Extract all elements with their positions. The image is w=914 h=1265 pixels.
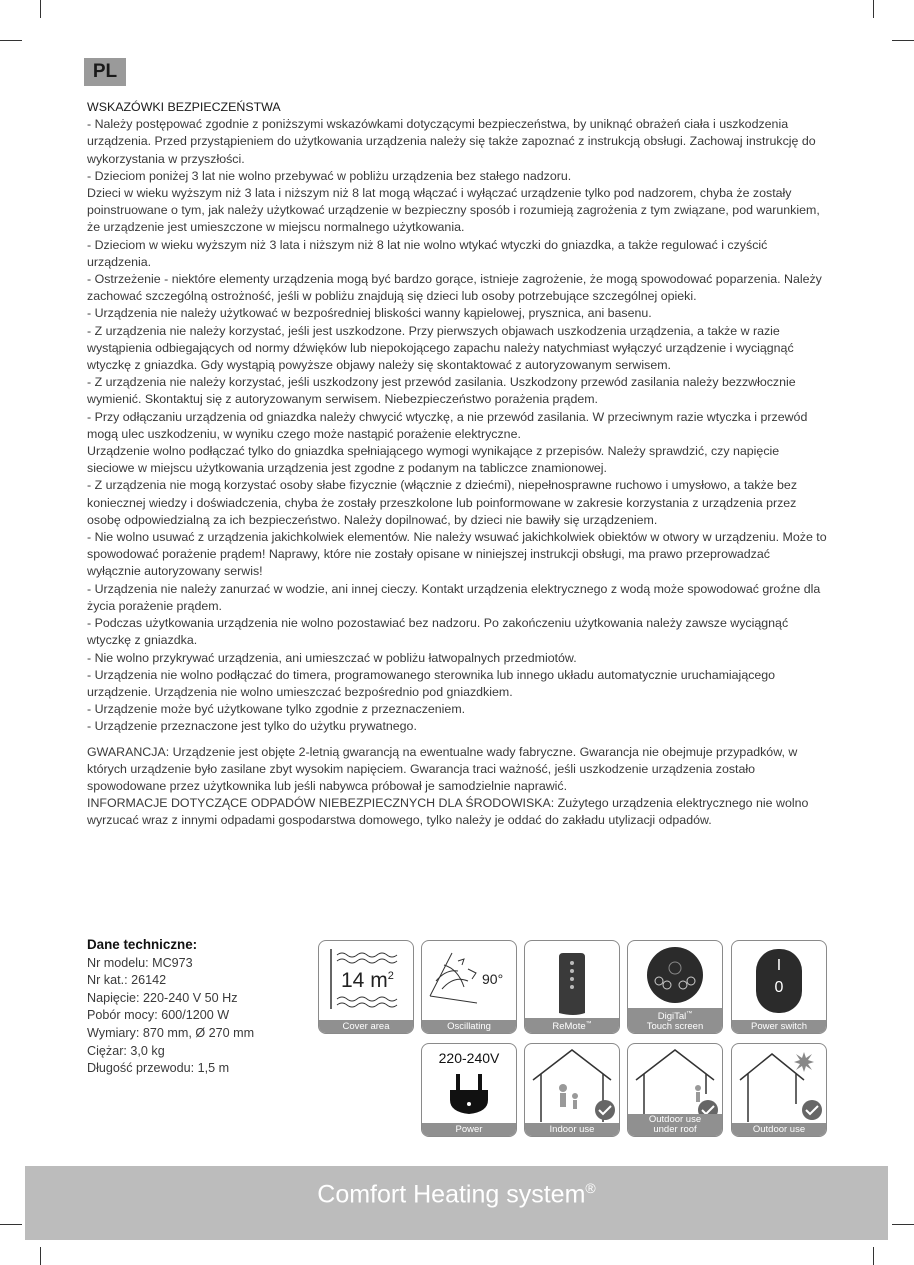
safety-section <box>87 99 827 830</box>
brand-text: Comfort Heating system <box>317 1180 586 1209</box>
safety-heading: WSKAZÓWKI BEZPIECZEŃSTWA <box>87 100 281 114</box>
crop-mark <box>873 1247 874 1265</box>
brand-name <box>25 1180 888 1209</box>
switch-on-label: I <box>776 957 782 974</box>
technical-specs <box>87 936 307 1078</box>
crop-mark <box>873 0 874 18</box>
cover-area-number: 14 m <box>341 969 388 992</box>
oscillation-angle: 90° <box>482 971 504 987</box>
outdoor-roof-graphic <box>628 1044 722 1124</box>
switch-off-label: 0 <box>774 979 784 996</box>
spec-line: Napięcie: 220-240 V 50 Hz <box>87 990 238 1005</box>
spec-line: Ciężar: 3,0 kg <box>87 1043 165 1058</box>
remote-caption <box>525 1018 619 1033</box>
language-badge: PL <box>84 58 126 86</box>
power-caption: Power <box>422 1123 516 1136</box>
cover-area-exponent: 2 <box>387 970 394 982</box>
outdoor-graphic <box>732 1044 826 1124</box>
footer-banner <box>25 1166 888 1240</box>
specs-title: Dane techniczne: <box>87 937 198 952</box>
outdoor-roof-caption-line1: Outdoor use <box>648 1114 702 1125</box>
safety-paragraph: Dzieci w wieku wyższym niż 3 lata i niższym niż 8 lat mogą włączać i wyłączać urządzenie tylko pod nadzorem, chyba że zostały poinstruowane o tym, jak należy użytkować urządzenie w bezpieczny sposób i rozumieją zagrożenia z tym związane, pod warunkiem, że urządzenie jest umieszczone w miejscu normalnego użytkowania. <box>87 186 820 235</box>
oscillating-caption: Oscillating <box>422 1020 516 1033</box>
safety-paragraph: - Podczas użytkowania urządzenia nie wolno pozostawiać bez nadzoru. Po zakończeniu użytkowania należy zawsze wyciągnąć wtyczkę z gniazdka. <box>87 616 789 648</box>
remote-control-icon <box>524 940 620 1034</box>
spec-line: Długość przewodu: 1,5 m <box>87 1061 230 1076</box>
safety-paragraph: - Nie wolno usuwać z urządzenia jakichkolwiek elementów. Nie należy wsuwać jakichkolwiek obiektów w otwory w urządzeniu. Może to spowodować porażenie prądem! Naprawy, które nie zostały opisane w niniejszej instrukcji obsługi, ma prawo przeprowadzać wyłącznie autoryzowany serwis! <box>87 530 827 579</box>
remote-caption-text: ReMote <box>552 1021 586 1032</box>
indoor-caption: Indoor use <box>525 1123 619 1136</box>
outdoor-caption: Outdoor use <box>732 1123 826 1136</box>
crop-mark <box>0 40 22 41</box>
cover-area-caption: Cover area <box>319 1020 413 1033</box>
safety-paragraph: Urządzenie wolno podłączać tylko do gniazdka spełniającego wymogi wynikające z przepisów. Należy sprawdzić, czy napięcie sieciowe w miejscu użytkowania urządzenia jest zgodne z podanym na tabliczce znamionowej. <box>87 444 780 476</box>
safety-paragraph: - Urządzenia nie należy użytkować w bezpośredniej bliskości wanny kąpielowej, prysznica, ani basenu. <box>87 306 652 321</box>
spec-line: Nr kat.: 26142 <box>87 973 167 988</box>
safety-paragraph: - Z urządzenia nie należy korzystać, jeśli jest uszkodzone. Przy pierwszych objawach uszkodzenia urządzenia, a także w razie wystąpienia odbiegających od normy dźwięków lub niepokojącego zapachu należy natychmiast wyłączyć urządzenie i wyciągnąć wtyczkę z gniazdka. Gdy wystąpią powyższe objawy należy się skontaktować z autoryzowanym serwisem. <box>87 323 794 373</box>
power-switch-caption: Power switch <box>732 1020 826 1033</box>
spec-line: Nr modelu: MC973 <box>87 955 193 970</box>
digital-trademark: ™ <box>686 1010 693 1017</box>
indoor-house-graphic <box>525 1044 619 1124</box>
safety-paragraph: - Dzieciom w wieku wyższym niż 3 lata i niższym niż 8 lat nie wolno wtykać wtyczki do gniazdka, a także regulować i czyścić urządzenia. <box>87 237 768 269</box>
spec-line: Wymiary: 870 mm, Ø 270 mm <box>87 1025 255 1040</box>
waste-info-text: INFORMACJE DOTYCZĄCE ODPADÓW NIEBEZPIECZNYCH DLA ŚRODOWISKA: Zużytego urządzenia elektrycznego nie wolno wyrzucać wraz z innymi odpadami gospodarstwa domowego, tylko należy je oddać do zakładu utylizacji odpadów. <box>87 796 809 828</box>
safety-paragraph: - Nie wolno przykrywać urządzenia, ani umieszczać w pobliżu łatwopalnych przedmiotów. <box>87 650 577 665</box>
cover-area-value <box>341 969 394 993</box>
safety-paragraph: - Dzieciom poniżej 3 lat nie wolno przebywać w pobliżu urządzenia bez stałego nadzoru. <box>87 168 572 183</box>
touch-screen-graphic <box>628 941 722 1011</box>
digital-caption <box>628 1008 722 1033</box>
digital-caption-line2: Touch screen <box>646 1021 704 1032</box>
safety-paragraph: - Przy odłączaniu urządzenia od gniazdka należy chwycić wtyczkę, a nie przewód zasilania. W przeciwnym razie wtyczka i przewód mogą ulec uszkodzeniu, w wyniku czego może nastąpić porażenie elektryczne. <box>87 409 808 441</box>
outdoor-roof-caption-line2: under roof <box>653 1124 697 1135</box>
remote-graphic <box>525 941 619 1021</box>
safety-paragraph: - Urządzenie przeznaczone jest tylko do użytku prywatnego. <box>87 719 417 734</box>
warranty-text: GWARANCJA: Urządzenie jest objęte 2-letnią gwarancją na ewentualne wady fabryczne. Gwarancja nie obejmuje przypadków, w których urządzenie było zasilane zbyt wysokim napięciem. Gwarancja traci ważność, jeśli uszkodzenie urządzenia zostało spowodowane przez użytkownika lub jeśli nabywca próbował je samodzielnie naprawić. <box>87 744 798 793</box>
safety-paragraph: - Ostrzeżenie - niektóre elementy urządzenia mogą być bardzo gorące, istnieje zagrożenie, że mogą spowodować poparzenia. Należy zachować szczególną ostrożność, jeśli w pobliżu znajdują się dzieci lub osoby potrzebujące szczególnej opieki. <box>87 272 822 304</box>
safety-paragraph: - Z urządzenia nie mogą korzystać osoby słabe fizycznie (włącznie z dziećmi), niepełnosprawne ruchowo i umysłowo, a także bez koniecznej wiedzy i doświadczenia, chyba że zostały przeszkolone lub poinformowane w zakresie korzystania z urządzenia przez osobę odpowiedzialną za ich bezpieczeństwo. Należy dopilnować, by dzieci nie bawiły się urządzeniem. <box>87 478 798 527</box>
digital-caption-text: DigiTal <box>657 1011 687 1022</box>
safety-paragraph: - Należy postępować zgodnie z poniższymi wskazówkami dotyczącymi bezpieczeństwa, by uniknąć obrażeń ciała i uszkodzenia urządzenia. Przed przystąpieniem do użytkowania urządzenia należy się także zapoznać z instrukcją obsługi. Zachowaj instrukcję do wykorzystania w przyszłości. <box>87 117 816 166</box>
remote-trademark: ™ <box>585 1020 592 1027</box>
crop-mark <box>892 40 914 41</box>
cover-area-icon <box>318 940 414 1034</box>
oscillating-icon <box>421 940 517 1034</box>
safety-paragraph: - Urządzenia nie należy zanurzać w wodzie, ani innej cieczy. Kontakt urządzenia elektrycznego z wodą może spowodować groźne dla życia porażenie prądem. <box>87 581 821 613</box>
safety-paragraph: - Urządzenie może być użytkowane tylko zgodnie z przeznaczeniem. <box>87 702 466 717</box>
outdoor-under-roof-icon <box>627 1043 723 1137</box>
plug-graphic <box>422 1044 516 1124</box>
crop-mark <box>40 0 41 18</box>
safety-paragraph: - Urządzenia nie wolno podłączać do timera, programowanego sterownika lub innego układu automatycznie uruchamiającego urządzenie. Urządzenia nie wolno umieszczać bezpośrednio pod gniazdkiem. <box>87 667 776 699</box>
power-switch-icon <box>731 940 827 1034</box>
crop-mark <box>0 1224 22 1225</box>
registered-mark: ® <box>585 1180 596 1196</box>
digital-touch-screen-icon <box>627 940 723 1034</box>
crop-mark <box>40 1247 41 1265</box>
outdoor-use-icon <box>731 1043 827 1137</box>
safety-paragraph: - Z urządzenia nie należy korzystać, jeśli uszkodzony jest przewód zasilania. Uszkodzony przewód zasilania należy bezzwłocznie wymienić. Skontaktuj się z autoryzowanym serwisem. Niebezpieczeństwo porażenia prądem. <box>87 375 796 407</box>
indoor-use-icon <box>524 1043 620 1137</box>
spec-line: Pobór mocy: 600/1200 W <box>87 1008 230 1023</box>
outdoor-roof-caption <box>628 1114 722 1136</box>
power-plug-icon <box>421 1043 517 1137</box>
crop-mark <box>892 1224 914 1225</box>
power-voltage: 220-240V <box>438 1050 500 1066</box>
